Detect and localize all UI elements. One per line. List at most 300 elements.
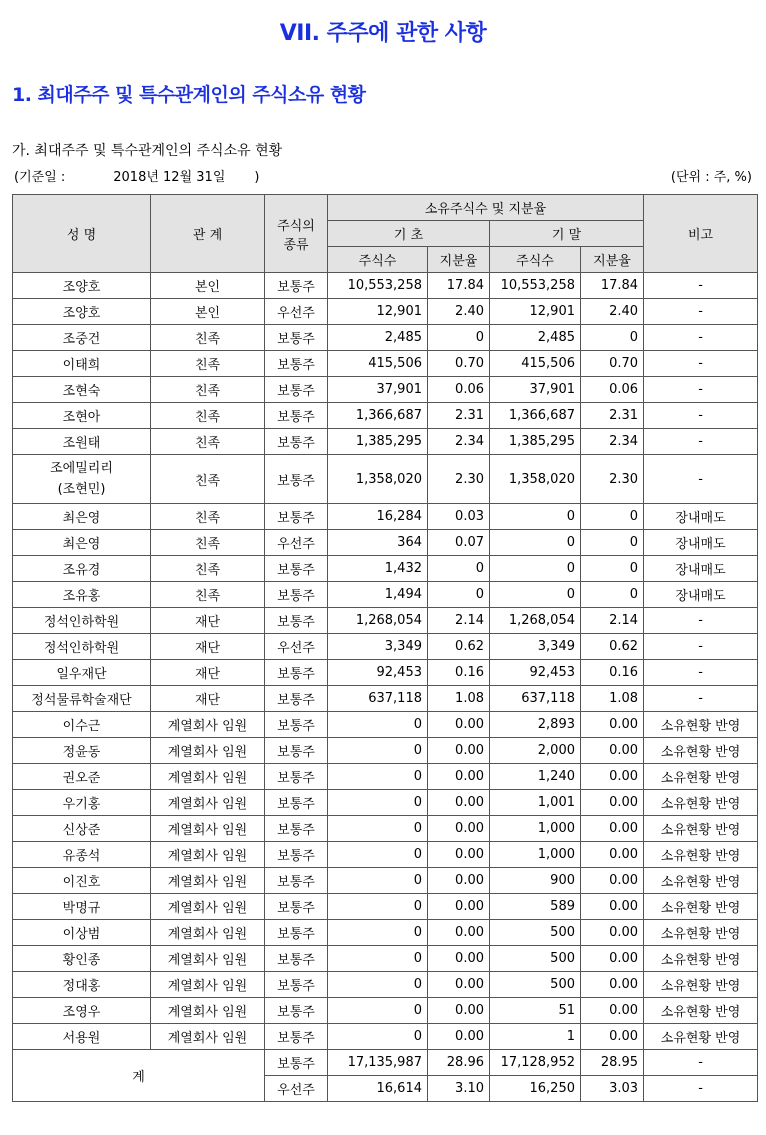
cell-begin-shares: 3,349	[328, 634, 428, 660]
cell-begin-shares: 0	[328, 972, 428, 998]
cell-begin-ratio: 0.06	[428, 377, 490, 403]
cell-end-shares: 2,893	[490, 712, 581, 738]
cell-begin-ratio: 0.70	[428, 351, 490, 377]
cell-end-ratio: 0.00	[581, 946, 644, 972]
col-begin: 기 초	[328, 221, 490, 247]
cell-name: 조양호	[13, 273, 151, 299]
cell-type: 보통주	[265, 738, 328, 764]
cell-relation: 계열회사 임원	[151, 842, 265, 868]
cell-type: 보통주	[265, 582, 328, 608]
cell-begin-ratio: 0.00	[428, 946, 490, 972]
total-label: 계	[13, 1050, 265, 1102]
col-begin-ratio: 지분율	[428, 247, 490, 273]
cell-note: -	[644, 686, 758, 712]
cell-type: 보통주	[265, 325, 328, 351]
cell-type: 보통주	[265, 556, 328, 582]
cell-relation: 친족	[151, 530, 265, 556]
cell-note: 소유현황 반영	[644, 738, 758, 764]
cell-type: 우선주	[265, 634, 328, 660]
cell-begin-shares: 0	[328, 998, 428, 1024]
cell-relation: 재단	[151, 634, 265, 660]
cell-end-shares: 16,250	[490, 1076, 581, 1102]
cell-end-shares: 1,000	[490, 842, 581, 868]
table-row	[13, 273, 758, 299]
cell-begin-ratio: 2.31	[428, 403, 490, 429]
cell-end-shares: 500	[490, 920, 581, 946]
table-row	[13, 894, 758, 920]
cell-note: -	[644, 429, 758, 455]
cell-note: -	[644, 351, 758, 377]
cell-end-ratio: 17.84	[581, 273, 644, 299]
table-row	[13, 429, 758, 455]
cell-begin-ratio: 0.00	[428, 816, 490, 842]
total-row	[13, 1050, 758, 1076]
table-row	[13, 530, 758, 556]
cell-end-shares: 500	[490, 946, 581, 972]
cell-note: 장내매도	[644, 504, 758, 530]
table-row	[13, 455, 758, 504]
cell-begin-ratio: 0.07	[428, 530, 490, 556]
cell-end-shares: 1,268,054	[490, 608, 581, 634]
cell-begin-ratio: 0.00	[428, 972, 490, 998]
table-row	[13, 738, 758, 764]
cell-name: 유종석	[13, 842, 151, 868]
cell-begin-ratio: 28.96	[428, 1050, 490, 1076]
cell-note: -	[644, 403, 758, 429]
table-row	[13, 608, 758, 634]
cell-note: 소유현황 반영	[644, 712, 758, 738]
cell-begin-shares: 1,366,687	[328, 403, 428, 429]
cell-begin-shares: 1,494	[328, 582, 428, 608]
cell-relation: 계열회사 임원	[151, 816, 265, 842]
cell-name: 박명규	[13, 894, 151, 920]
cell-relation: 재단	[151, 608, 265, 634]
cell-name: 조현숙	[13, 377, 151, 403]
cell-relation: 계열회사 임원	[151, 738, 265, 764]
cell-relation: 친족	[151, 556, 265, 582]
cell-name: 우기홍	[13, 790, 151, 816]
col-relation: 관 계	[151, 195, 265, 273]
cell-begin-ratio: 2.34	[428, 429, 490, 455]
cell-end-ratio: 2.40	[581, 299, 644, 325]
cell-end-ratio: 2.30	[581, 455, 644, 504]
subsection-heading: 가. 최대주주 및 특수관계인의 주식소유 현황	[12, 143, 283, 159]
cell-name: 일우재단	[13, 660, 151, 686]
cell-name: 이태희	[13, 351, 151, 377]
cell-type: 보통주	[265, 686, 328, 712]
cell-end-shares: 0	[490, 556, 581, 582]
table-row	[13, 351, 758, 377]
cell-note: 소유현황 반영	[644, 920, 758, 946]
cell-end-shares: 415,506	[490, 351, 581, 377]
cell-note: 소유현황 반영	[644, 790, 758, 816]
cell-name: 정석인하학원	[13, 634, 151, 660]
cell-begin-shares: 637,118	[328, 686, 428, 712]
cell-begin-shares: 0	[328, 816, 428, 842]
cell-begin-ratio: 0.00	[428, 998, 490, 1024]
table-row	[13, 998, 758, 1024]
base-date-close: )	[254, 170, 260, 185]
cell-type: 보통주	[265, 608, 328, 634]
cell-type: 보통주	[265, 660, 328, 686]
cell-note: -	[644, 634, 758, 660]
cell-type: 우선주	[265, 530, 328, 556]
cell-relation: 계열회사 임원	[151, 1024, 265, 1050]
cell-note: 장내매도	[644, 582, 758, 608]
cell-type: 보통주	[265, 842, 328, 868]
cell-end-shares: 637,118	[490, 686, 581, 712]
cell-note: -	[644, 455, 758, 504]
cell-end-shares: 37,901	[490, 377, 581, 403]
table-row	[13, 686, 758, 712]
cell-note: -	[644, 660, 758, 686]
cell-type: 보통주	[265, 972, 328, 998]
cell-type: 보통주	[265, 504, 328, 530]
cell-end-shares: 1	[490, 1024, 581, 1050]
cell-relation: 재단	[151, 686, 265, 712]
cell-name: 권오준	[13, 764, 151, 790]
cell-begin-shares: 16,614	[328, 1076, 428, 1102]
cell-name: 정석물류학술재단	[13, 686, 151, 712]
cell-type: 보통주	[265, 946, 328, 972]
cell-type: 우선주	[265, 299, 328, 325]
table-row	[13, 712, 758, 738]
cell-begin-shares: 0	[328, 842, 428, 868]
cell-type: 보통주	[265, 403, 328, 429]
cell-type: 보통주	[265, 712, 328, 738]
cell-end-ratio: 1.08	[581, 686, 644, 712]
cell-begin-shares: 2,485	[328, 325, 428, 351]
table-row	[13, 634, 758, 660]
cell-begin-shares: 0	[328, 712, 428, 738]
cell-type: 보통주	[265, 764, 328, 790]
cell-type: 보통주	[265, 894, 328, 920]
cell-name: 조영우	[13, 998, 151, 1024]
cell-end-shares: 1,385,295	[490, 429, 581, 455]
cell-relation: 친족	[151, 351, 265, 377]
cell-end-shares: 92,453	[490, 660, 581, 686]
cell-name: 정윤동	[13, 738, 151, 764]
cell-end-shares: 1,001	[490, 790, 581, 816]
cell-begin-shares: 10,553,258	[328, 273, 428, 299]
cell-begin-ratio: 2.40	[428, 299, 490, 325]
cell-note: 장내매도	[644, 530, 758, 556]
cell-end-ratio: 0.00	[581, 764, 644, 790]
table-row	[13, 764, 758, 790]
cell-type: 보통주	[265, 429, 328, 455]
table-row	[13, 1024, 758, 1050]
table-total	[13, 1050, 758, 1102]
cell-note: 장내매도	[644, 556, 758, 582]
cell-end-shares: 51	[490, 998, 581, 1024]
cell-relation: 친족	[151, 455, 265, 504]
cell-relation: 계열회사 임원	[151, 998, 265, 1024]
cell-begin-shares: 0	[328, 738, 428, 764]
table-row	[13, 504, 758, 530]
cell-relation: 재단	[151, 660, 265, 686]
cell-end-shares: 2,485	[490, 325, 581, 351]
shareholder-table	[12, 194, 758, 1102]
cell-begin-ratio: 0.00	[428, 894, 490, 920]
cell-begin-shares: 0	[328, 1024, 428, 1050]
cell-begin-shares: 37,901	[328, 377, 428, 403]
cell-type: 보통주	[265, 998, 328, 1024]
cell-relation: 친족	[151, 403, 265, 429]
cell-name: 조양호	[13, 299, 151, 325]
cell-end-shares: 3,349	[490, 634, 581, 660]
cell-end-shares: 1,000	[490, 816, 581, 842]
table-row	[13, 377, 758, 403]
col-note: 비고	[644, 195, 758, 273]
cell-type: 우선주	[265, 1076, 328, 1102]
cell-end-ratio: 0.16	[581, 660, 644, 686]
cell-begin-ratio: 0	[428, 582, 490, 608]
cell-begin-ratio: 0.03	[428, 504, 490, 530]
col-end: 기 말	[490, 221, 644, 247]
cell-name: 이수근	[13, 712, 151, 738]
table-row	[13, 790, 758, 816]
cell-begin-ratio: 0.00	[428, 790, 490, 816]
cell-end-shares: 1,240	[490, 764, 581, 790]
cell-name: 황인종	[13, 946, 151, 972]
table-row	[13, 403, 758, 429]
cell-relation: 계열회사 임원	[151, 868, 265, 894]
cell-end-shares: 0	[490, 582, 581, 608]
table-row	[13, 660, 758, 686]
cell-end-ratio: 0	[581, 530, 644, 556]
cell-name-line2: (조현민)	[57, 482, 106, 497]
cell-begin-ratio: 0.00	[428, 712, 490, 738]
cell-note: -	[644, 608, 758, 634]
cell-name: 신상준	[13, 816, 151, 842]
cell-relation: 계열회사 임원	[151, 920, 265, 946]
cell-begin-shares: 415,506	[328, 351, 428, 377]
cell-note: 소유현황 반영	[644, 894, 758, 920]
cell-end-ratio: 0	[581, 582, 644, 608]
cell-begin-shares: 0	[328, 946, 428, 972]
cell-note: 소유현황 반영	[644, 1024, 758, 1050]
table-row	[13, 946, 758, 972]
page-title: VII. 주주에 관한 사항	[279, 21, 487, 46]
cell-note: -	[644, 273, 758, 299]
cell-note: 소유현황 반영	[644, 868, 758, 894]
cell-note: 소유현황 반영	[644, 972, 758, 998]
cell-name: 조원태	[13, 429, 151, 455]
cell-begin-ratio: 0	[428, 325, 490, 351]
cell-type: 보통주	[265, 351, 328, 377]
cell-end-shares: 0	[490, 504, 581, 530]
cell-begin-ratio: 0.00	[428, 868, 490, 894]
cell-end-ratio: 0.00	[581, 894, 644, 920]
cell-end-ratio: 0.00	[581, 790, 644, 816]
cell-name: 최은영	[13, 504, 151, 530]
cell-begin-ratio: 0.00	[428, 920, 490, 946]
col-stock-type-line2: 종류	[283, 237, 309, 253]
cell-begin-shares: 0	[328, 764, 428, 790]
cell-relation: 계열회사 임원	[151, 972, 265, 998]
cell-note: -	[644, 325, 758, 351]
cell-relation: 친족	[151, 325, 265, 351]
cell-type: 보통주	[265, 377, 328, 403]
cell-begin-shares: 0	[328, 894, 428, 920]
cell-begin-shares: 0	[328, 920, 428, 946]
cell-name: 이진호	[13, 868, 151, 894]
cell-type: 보통주	[265, 1024, 328, 1050]
cell-begin-ratio: 1.08	[428, 686, 490, 712]
cell-end-shares: 589	[490, 894, 581, 920]
cell-name: 조유경	[13, 556, 151, 582]
cell-end-shares: 900	[490, 868, 581, 894]
cell-end-ratio: 0.00	[581, 1024, 644, 1050]
cell-relation: 계열회사 임원	[151, 894, 265, 920]
col-stock-type-line1: 주식의	[277, 218, 315, 234]
col-end-shares: 주식수	[490, 247, 581, 273]
cell-note: -	[644, 1050, 758, 1076]
unit-note: (단위 : 주, %)	[670, 170, 752, 185]
table-row	[13, 299, 758, 325]
cell-note: 소유현황 반영	[644, 764, 758, 790]
cell-type: 보통주	[265, 455, 328, 504]
cell-begin-shares: 1,268,054	[328, 608, 428, 634]
cell-end-ratio: 0.00	[581, 920, 644, 946]
cell-end-ratio: 0.00	[581, 972, 644, 998]
base-date	[14, 166, 259, 185]
cell-end-ratio: 0.06	[581, 377, 644, 403]
cell-end-shares: 12,901	[490, 299, 581, 325]
cell-end-ratio: 2.31	[581, 403, 644, 429]
col-holdings: 소유주식수 및 지분율	[328, 195, 644, 221]
cell-relation: 계열회사 임원	[151, 712, 265, 738]
cell-end-shares: 1,366,687	[490, 403, 581, 429]
cell-begin-ratio: 0.00	[428, 842, 490, 868]
cell-type: 보통주	[265, 273, 328, 299]
table-row	[13, 582, 758, 608]
table-row	[13, 842, 758, 868]
cell-relation: 친족	[151, 582, 265, 608]
cell-relation: 계열회사 임원	[151, 946, 265, 972]
cell-end-shares: 17,128,952	[490, 1050, 581, 1076]
cell-begin-ratio: 0.16	[428, 660, 490, 686]
col-end-ratio: 지분율	[581, 247, 644, 273]
cell-begin-shares: 1,385,295	[328, 429, 428, 455]
cell-end-ratio: 0	[581, 325, 644, 351]
cell-begin-shares: 12,901	[328, 299, 428, 325]
table-row	[13, 868, 758, 894]
cell-end-ratio: 0.00	[581, 816, 644, 842]
cell-begin-shares: 92,453	[328, 660, 428, 686]
cell-begin-shares: 0	[328, 868, 428, 894]
col-begin-shares: 주식수	[328, 247, 428, 273]
cell-name-line1: 조에밀리리	[50, 461, 113, 476]
cell-name: 정석인하학원	[13, 608, 151, 634]
cell-end-ratio: 0.00	[581, 712, 644, 738]
base-date-label: (기준일 :	[14, 170, 66, 185]
cell-end-shares: 0	[490, 530, 581, 556]
cell-note: -	[644, 299, 758, 325]
cell-end-ratio: 0	[581, 556, 644, 582]
cell-end-ratio: 0	[581, 504, 644, 530]
cell-note: -	[644, 377, 758, 403]
cell-begin-ratio: 2.30	[428, 455, 490, 504]
cell-begin-ratio: 0.62	[428, 634, 490, 660]
cell-begin-shares: 17,135,987	[328, 1050, 428, 1076]
cell-end-ratio: 0.00	[581, 868, 644, 894]
cell-begin-ratio: 0.00	[428, 1024, 490, 1050]
table-row	[13, 325, 758, 351]
table-row	[13, 972, 758, 998]
cell-name	[13, 455, 151, 504]
cell-name: 서용원	[13, 1024, 151, 1050]
section-heading: 1. 최대주주 및 특수관계인의 주식소유 현황	[12, 84, 366, 106]
cell-relation: 친족	[151, 504, 265, 530]
cell-begin-shares: 16,284	[328, 504, 428, 530]
cell-type: 보통주	[265, 1050, 328, 1076]
cell-relation: 친족	[151, 377, 265, 403]
cell-end-ratio: 2.34	[581, 429, 644, 455]
cell-begin-shares: 1,358,020	[328, 455, 428, 504]
cell-end-ratio: 28.95	[581, 1050, 644, 1076]
cell-note: 소유현황 반영	[644, 998, 758, 1024]
cell-begin-shares: 364	[328, 530, 428, 556]
cell-end-ratio: 0.00	[581, 998, 644, 1024]
cell-note: 소유현황 반영	[644, 842, 758, 868]
cell-type: 보통주	[265, 920, 328, 946]
col-stock-type	[265, 195, 328, 273]
cell-end-ratio: 2.14	[581, 608, 644, 634]
cell-end-shares: 500	[490, 972, 581, 998]
cell-type: 보통주	[265, 868, 328, 894]
cell-end-shares: 2,000	[490, 738, 581, 764]
table-row	[13, 920, 758, 946]
cell-begin-ratio: 2.14	[428, 608, 490, 634]
cell-name: 조현아	[13, 403, 151, 429]
cell-begin-ratio: 3.10	[428, 1076, 490, 1102]
cell-type: 보통주	[265, 790, 328, 816]
cell-note: 소유현황 반영	[644, 816, 758, 842]
cell-name: 최은영	[13, 530, 151, 556]
cell-name: 이상범	[13, 920, 151, 946]
cell-end-shares: 1,358,020	[490, 455, 581, 504]
base-date-value: 2018년 12월 31일	[113, 170, 226, 185]
table-row	[13, 556, 758, 582]
table-body	[13, 273, 758, 1050]
cell-begin-ratio: 0.00	[428, 738, 490, 764]
cell-end-ratio: 0.00	[581, 738, 644, 764]
cell-relation: 계열회사 임원	[151, 790, 265, 816]
cell-type: 보통주	[265, 816, 328, 842]
cell-name: 정대홍	[13, 972, 151, 998]
cell-end-ratio: 0.62	[581, 634, 644, 660]
cell-relation: 본인	[151, 299, 265, 325]
cell-end-ratio: 0.00	[581, 842, 644, 868]
cell-note: 소유현황 반영	[644, 946, 758, 972]
cell-relation: 계열회사 임원	[151, 764, 265, 790]
table-row	[13, 816, 758, 842]
cell-name: 조중건	[13, 325, 151, 351]
cell-begin-shares: 0	[328, 790, 428, 816]
cell-name: 조유홍	[13, 582, 151, 608]
cell-begin-ratio: 17.84	[428, 273, 490, 299]
cell-end-ratio: 0.70	[581, 351, 644, 377]
cell-begin-ratio: 0.00	[428, 764, 490, 790]
cell-relation: 친족	[151, 429, 265, 455]
cell-relation: 본인	[151, 273, 265, 299]
cell-end-shares: 10,553,258	[490, 273, 581, 299]
cell-begin-ratio: 0	[428, 556, 490, 582]
cell-begin-shares: 1,432	[328, 556, 428, 582]
cell-note: -	[644, 1076, 758, 1102]
cell-end-ratio: 3.03	[581, 1076, 644, 1102]
